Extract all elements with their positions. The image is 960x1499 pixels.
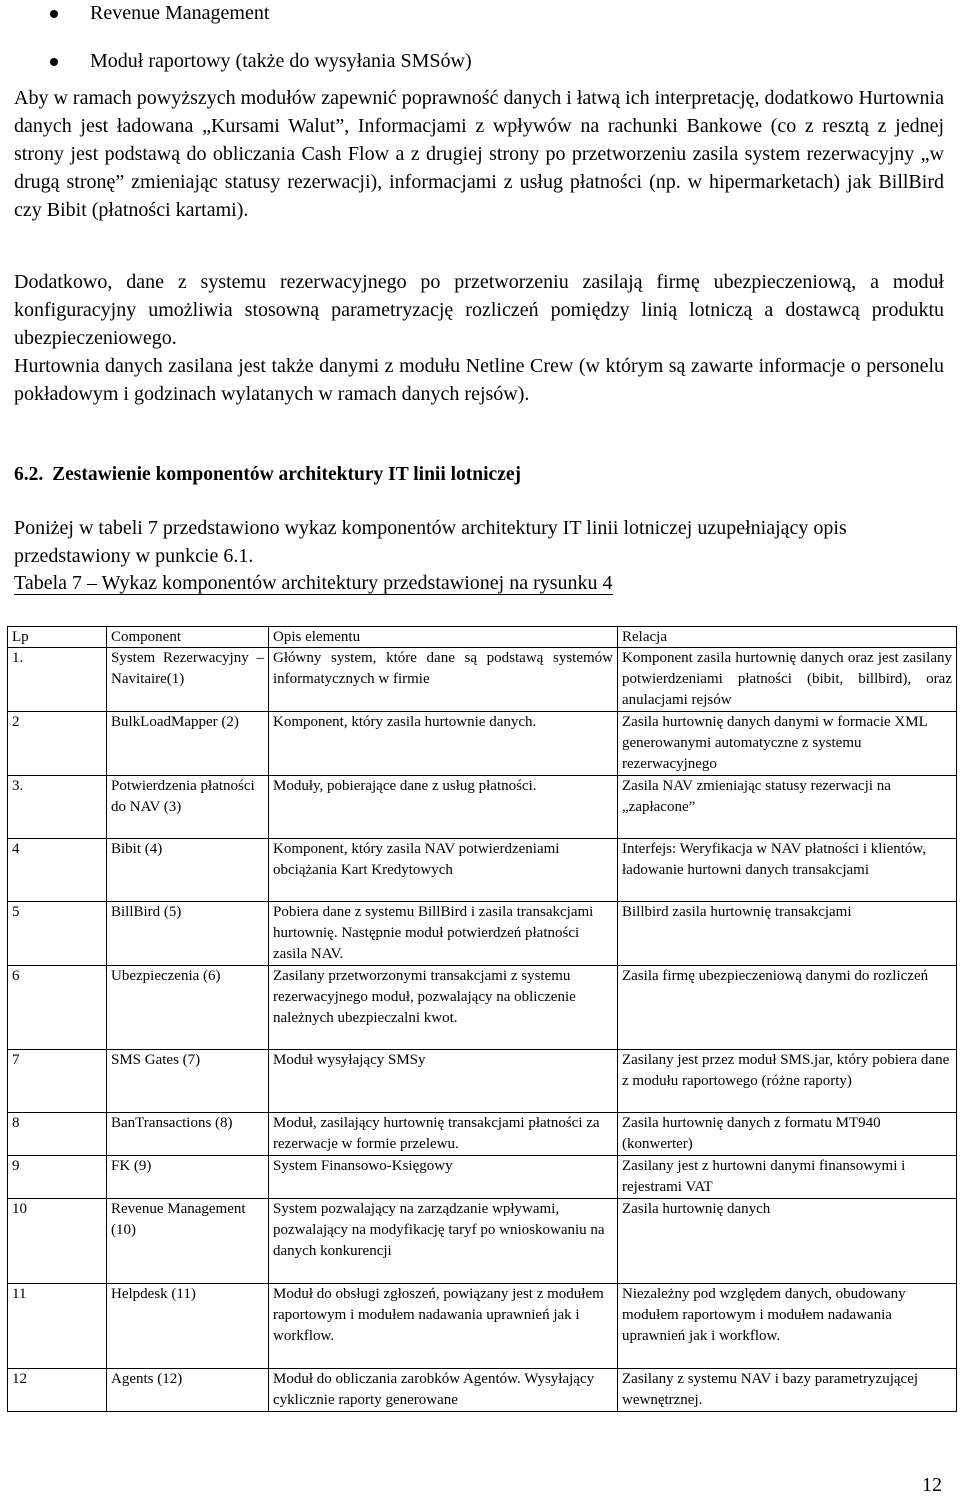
header-relacja: Relacja xyxy=(618,627,957,648)
bullet-text: Moduł raportowy (także do wysyłania SMSów) xyxy=(90,50,472,72)
paragraph: Dodatkowo, dane z systemu rezerwacyjnego po przetworzeniu zasilają firmę ubezpieczeniową, a moduł konfiguracyjny umożliwia stosowną parametryzację rozliczeń pomiędzy linią lotniczą a dostawcą produktu ubezpieczeniowego. xyxy=(14,271,944,349)
table-row xyxy=(8,966,957,1050)
cell-component: Revenue Management (10) xyxy=(107,1199,269,1284)
table-header-row xyxy=(8,627,957,648)
cell-relacja: Zasilany jest z hurtowni danymi finansowymi i rejestrami VAT xyxy=(618,1156,957,1199)
cell-lp: 3. xyxy=(8,776,107,839)
cell-component: BulkLoadMapper (2) xyxy=(107,712,269,776)
header-component: Component xyxy=(107,627,269,648)
cell-relacja: Zasila hurtownię danych z formatu MT940 (konwerter) xyxy=(618,1113,957,1156)
paragraph: Hurtownia danych zasilana jest także danymi z modułu Netline Crew (w którym są zawarte informacje o personelu pokładowym i godzinach wylatanych w ramach danych rejsów). xyxy=(14,355,944,405)
table-row xyxy=(8,712,957,776)
table-caption: Tabela 7 – Wykaz komponentów architektury przedstawionej na rysunku 4 xyxy=(14,572,613,594)
cell-opis: Moduł wysyłający SMSy xyxy=(269,1050,618,1113)
bullet-dot-icon xyxy=(50,58,58,66)
cell-component: FK (9) xyxy=(107,1156,269,1199)
cell-relacja: Niezależny pod względem danych, obudowany modułem raportowym i modułem nadawania uprawnień jak i workflow. xyxy=(618,1284,957,1369)
section-number: 6.2. xyxy=(14,464,44,485)
cell-lp: 7 xyxy=(8,1050,107,1113)
cell-opis: Zasilany przetworzonymi transakcjami z systemu rezerwacyjnego moduł, pozwalający na obliczenie należnych ubezpieczalni kwot. xyxy=(269,966,618,1050)
cell-component: Bibit (4) xyxy=(107,839,269,902)
section-intro: Poniżej w tabeli 7 przedstawiono wykaz komponentów architektury IT linii lotniczej uzupełniający opis przedstawiony w punkcie 6.1. xyxy=(14,517,847,567)
cell-opis: Główny system, które dane są podstawą systemów informatycznych w firmie xyxy=(269,648,618,712)
cell-relacja: Zasila firmę ubezpieczeniową danymi do rozliczeń xyxy=(618,966,957,1050)
cell-relacja: Zasila NAV zmieniając statusy rezerwacji na „zapłacone” xyxy=(618,776,957,839)
cell-relacja: Komponent zasila hurtownię danych oraz jest zasilany potwierdzeniami płatności (bibit, billbird), oraz anulacjami rejsów xyxy=(618,648,957,712)
cell-relacja: Zasilany jest przez moduł SMS.jar, który pobiera dane z modułu raportowego (różne raporty) xyxy=(618,1050,957,1113)
page-number: 12 xyxy=(922,1474,942,1496)
header-opis: Opis elementu xyxy=(269,627,618,648)
cell-opis: System pozwalający na zarządzanie wpływami, pozwalający na modyfikację taryf po wnioskowaniu na danych konkurencji xyxy=(269,1199,618,1284)
table-row xyxy=(8,648,957,712)
table-row xyxy=(8,776,957,839)
table-row xyxy=(8,1199,957,1284)
cell-relacja: Billbird zasila hurtownię transakcjami xyxy=(618,902,957,966)
cell-lp: 12 xyxy=(8,1369,107,1412)
cell-component: Agents (12) xyxy=(107,1369,269,1412)
cell-opis: Moduły, pobierające dane z usług płatności. xyxy=(269,776,618,839)
header-lp: Lp xyxy=(8,627,107,648)
table-row xyxy=(8,902,957,966)
cell-component: Potwierdzenia płatności do NAV (3) xyxy=(107,776,269,839)
table-row xyxy=(8,1284,957,1369)
cell-lp: 4 xyxy=(8,839,107,902)
cell-lp: 1. xyxy=(8,648,107,712)
components-table xyxy=(7,626,957,1412)
table-row xyxy=(8,1113,957,1156)
cell-opis: Moduł, zasilający hurtownię transakcjami płatności za rezerwacje w formie przelewu. xyxy=(269,1113,618,1156)
cell-lp: 2 xyxy=(8,712,107,776)
table-row xyxy=(8,1156,957,1199)
cell-relacja: Zasilany z systemu NAV i bazy parametryzującej wewnętrznej. xyxy=(618,1369,957,1412)
cell-lp: 6 xyxy=(8,966,107,1050)
cell-opis: Komponent, który zasila NAV potwierdzeniami obciążania Kart Kredytowych xyxy=(269,839,618,902)
table-row xyxy=(8,1369,957,1412)
cell-opis: System Finansowo-Księgowy xyxy=(269,1156,618,1199)
cell-opis: Komponent, który zasila hurtownie danych. xyxy=(269,712,618,776)
cell-relacja: Zasila hurtownię danych danymi w formacie XML generowanymi automatyczne z systemu rezerwacyjnego xyxy=(618,712,957,776)
cell-component: Ubezpieczenia (6) xyxy=(107,966,269,1050)
cell-relacja: Interfejs: Weryfikacja w NAV płatności i klientów, ładowanie hurtowni danych transakcjami xyxy=(618,839,957,902)
cell-opis: Moduł do obliczania zarobków Agentów. Wysyłający cyklicznie raporty generowane xyxy=(269,1369,618,1412)
table-row xyxy=(8,1050,957,1113)
cell-lp: 11 xyxy=(8,1284,107,1369)
cell-component: SMS Gates (7) xyxy=(107,1050,269,1113)
cell-lp: 5 xyxy=(8,902,107,966)
cell-component: Helpdesk (11) xyxy=(107,1284,269,1369)
cell-relacja: Zasila hurtownię danych xyxy=(618,1199,957,1284)
cell-opis: Moduł do obsługi zgłoszeń, powiązany jest z modułem raportowym i modułem nadawania uprawnień jak i workflow. xyxy=(269,1284,618,1369)
cell-opis: Pobiera dane z systemu BillBird i zasila transakcjami hurtownię. Następnie moduł potwierdzeń płatności zasila NAV. xyxy=(269,902,618,966)
paragraph: Aby w ramach powyższych modułów zapewnić poprawność danych i łatwą ich interpretację, dodatkowo Hurtownia danych jest ładowana „Kursami Walut”, Informacjami z wpływów na rachunki Bankowe (co z resztą z jednej strony jest podstawą do obliczania Cash Flow a z drugiej strony po przetworzeniu zasila system rezerwacyjny „w drugą stronę” zmieniając statusy rezerwacji), informacjami z usług płatności (np. w hipermarketach) jak BillBird czy Bibit (płatności kartami). xyxy=(14,87,944,221)
cell-component: System Rezerwacyjny – Navitaire(1) xyxy=(107,648,269,712)
section-title: Zestawienie komponentów architektury IT linii lotniczej xyxy=(52,464,522,485)
cell-component: BanTransactions (8) xyxy=(107,1113,269,1156)
bullet-text: Revenue Management xyxy=(90,2,270,24)
cell-lp: 8 xyxy=(8,1113,107,1156)
table-row xyxy=(8,839,957,902)
bullet-dot-icon xyxy=(50,10,58,18)
cell-lp: 10 xyxy=(8,1199,107,1284)
cell-lp: 9 xyxy=(8,1156,107,1199)
cell-component: BillBird (5) xyxy=(107,902,269,966)
section-heading xyxy=(14,464,521,486)
